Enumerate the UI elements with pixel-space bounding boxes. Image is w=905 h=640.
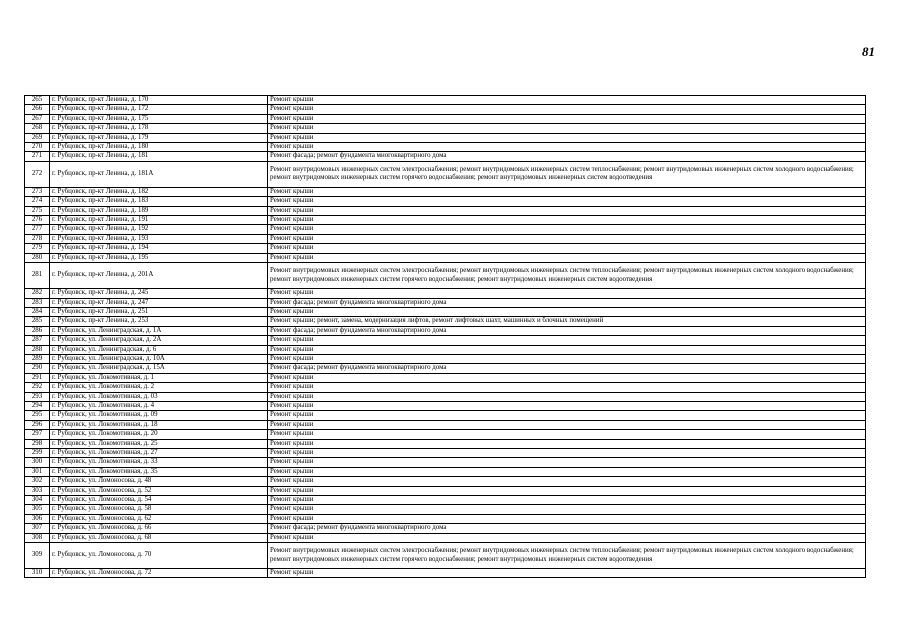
row-address: г. Рубцовск, пр-кт Ленина, д. 180 xyxy=(50,143,268,152)
table-row xyxy=(25,133,866,142)
row-number: 305 xyxy=(25,505,50,514)
table-row xyxy=(25,364,866,373)
row-works: Ремонт крыши xyxy=(268,373,866,382)
row-address: г. Рубцовск, пр-кт Ленина, д. 181А xyxy=(50,161,268,187)
row-address: г. Рубцовск, ул. Ломоносова, д. 68 xyxy=(50,533,268,542)
row-number: 276 xyxy=(25,216,50,225)
table-row xyxy=(25,373,866,382)
row-number: 272 xyxy=(25,161,50,187)
table-row xyxy=(25,354,866,363)
row-works: Ремонт крыши xyxy=(268,383,866,392)
table-row xyxy=(25,114,866,123)
row-address: г. Рубцовск, ул. Ломоносова, д. 48 xyxy=(50,477,268,486)
row-number: 293 xyxy=(25,392,50,401)
repair-program-table xyxy=(24,95,866,578)
row-address: г. Рубцовск, пр-кт Ленина, д. 192 xyxy=(50,225,268,234)
row-number: 281 xyxy=(25,263,50,289)
row-address: г. Рубцовск, ул. Ленинградская, д. 1А xyxy=(50,326,268,335)
row-number: 269 xyxy=(25,133,50,142)
row-works: Ремонт крыши; ремонт, замена, модернизация лифтов, ремонт лифтовых шахт, машинных и блочных помещений xyxy=(268,317,866,326)
table-row xyxy=(25,96,866,105)
row-address: г. Рубцовск, ул. Ленинградская, д. 2А xyxy=(50,336,268,345)
table-row xyxy=(25,298,866,307)
row-works: Ремонт крыши xyxy=(268,253,866,262)
row-works: Ремонт крыши xyxy=(268,96,866,105)
row-works: Ремонт крыши xyxy=(268,505,866,514)
table-row xyxy=(25,524,866,533)
row-address: г. Рубцовск, ул. Ломоносова, д. 62 xyxy=(50,514,268,523)
row-works: Ремонт крыши xyxy=(268,533,866,542)
table-row xyxy=(25,345,866,354)
table-body xyxy=(25,96,866,578)
row-works: Ремонт крыши xyxy=(268,439,866,448)
row-works: Ремонт крыши xyxy=(268,105,866,114)
row-number: 275 xyxy=(25,206,50,215)
table-row xyxy=(25,439,866,448)
row-number: 299 xyxy=(25,449,50,458)
row-address: г. Рубцовск, пр-кт Ленина, д. 247 xyxy=(50,298,268,307)
row-number: 270 xyxy=(25,143,50,152)
row-number: 274 xyxy=(25,197,50,206)
row-address: г. Рубцовск, ул. Локомотивная, д. 4 xyxy=(50,401,268,410)
table-row xyxy=(25,505,866,514)
row-number: 282 xyxy=(25,289,50,298)
table-row xyxy=(25,253,866,262)
table-row xyxy=(25,383,866,392)
table-row xyxy=(25,152,866,161)
row-works: Ремонт фасада; ремонт фундамента многоквартирного дома xyxy=(268,298,866,307)
page-number: 81 xyxy=(862,44,875,59)
row-address: г. Рубцовск, ул. Локомотивная, д. 09 xyxy=(50,411,268,420)
row-number: 268 xyxy=(25,124,50,133)
table-row xyxy=(25,543,866,569)
row-number: 266 xyxy=(25,105,50,114)
row-number: 298 xyxy=(25,439,50,448)
table-row xyxy=(25,307,866,316)
table-row xyxy=(25,124,866,133)
row-number: 287 xyxy=(25,336,50,345)
row-works: Ремонт внутридомовых инженерных систем электроснабжения; ремонт внутридомовых инженерных систем теплоснабжения; ремонт внутридомовых инженерных систем холодного водоснабжения; ремонт внутридомовых инженерных систем горячего водоснабжения; ремонт внутридомовых инженерных систем водоотведения xyxy=(268,543,866,569)
row-number: 277 xyxy=(25,225,50,234)
table-row xyxy=(25,449,866,458)
row-works: Ремонт крыши xyxy=(268,449,866,458)
row-address: г. Рубцовск, пр-кт Ленина, д. 193 xyxy=(50,234,268,243)
row-number: 300 xyxy=(25,458,50,467)
row-number: 295 xyxy=(25,411,50,420)
row-number: 265 xyxy=(25,96,50,105)
table-row xyxy=(25,326,866,335)
table-row xyxy=(25,477,866,486)
row-number: 307 xyxy=(25,524,50,533)
row-number: 296 xyxy=(25,420,50,429)
row-works: Ремонт крыши xyxy=(268,477,866,486)
row-address: г. Рубцовск, ул. Локомотивная, д. 2 xyxy=(50,383,268,392)
row-works: Ремонт крыши xyxy=(268,430,866,439)
row-number: 310 xyxy=(25,569,50,578)
row-works: Ремонт крыши xyxy=(268,514,866,523)
table-row xyxy=(25,206,866,215)
table-row xyxy=(25,420,866,429)
table-row xyxy=(25,458,866,467)
row-address: г. Рубцовск, пр-кт Ленина, д. 253 xyxy=(50,317,268,326)
row-works: Ремонт крыши xyxy=(268,133,866,142)
row-works: Ремонт крыши xyxy=(268,307,866,316)
row-works: Ремонт крыши xyxy=(268,411,866,420)
row-address: г. Рубцовск, пр-кт Ленина, д. 251 xyxy=(50,307,268,316)
row-address: г. Рубцовск, пр-кт Ленина, д. 245 xyxy=(50,289,268,298)
row-number: 291 xyxy=(25,373,50,382)
row-works: Ремонт крыши xyxy=(268,420,866,429)
table-row xyxy=(25,225,866,234)
row-address: г. Рубцовск, ул. Ломоносова, д. 58 xyxy=(50,505,268,514)
row-number: 302 xyxy=(25,477,50,486)
row-works: Ремонт крыши xyxy=(268,124,866,133)
row-works: Ремонт крыши xyxy=(268,392,866,401)
table-row xyxy=(25,244,866,253)
row-number: 267 xyxy=(25,114,50,123)
row-number: 288 xyxy=(25,345,50,354)
row-address: г. Рубцовск, пр-кт Ленина, д. 191 xyxy=(50,216,268,225)
table-row xyxy=(25,569,866,578)
row-address: г. Рубцовск, ул. Локомотивная, д. 33 xyxy=(50,458,268,467)
row-address: г. Рубцовск, ул. Локомотивная, д. 1 xyxy=(50,373,268,382)
row-address: г. Рубцовск, ул. Локомотивная, д. 20 xyxy=(50,430,268,439)
row-address: г. Рубцовск, пр-кт Ленина, д. 175 xyxy=(50,114,268,123)
table-row xyxy=(25,430,866,439)
table-row xyxy=(25,187,866,196)
table-row xyxy=(25,234,866,243)
row-works: Ремонт крыши xyxy=(268,187,866,196)
row-works: Ремонт внутридомовых инженерных систем электроснабжения; ремонт внутридомовых инженерных систем теплоснабжения; ремонт внутридомовых инженерных систем холодного водоснабжения; ремонт внутридомовых инженерных систем горячего водоснабжения; ремонт внутридомовых инженерных систем водоотведения xyxy=(268,161,866,187)
row-address: г. Рубцовск, ул. Локомотивная, д. 03 xyxy=(50,392,268,401)
row-number: 284 xyxy=(25,307,50,316)
table-row xyxy=(25,161,866,187)
row-number: 294 xyxy=(25,401,50,410)
row-number: 303 xyxy=(25,486,50,495)
row-number: 297 xyxy=(25,430,50,439)
row-number: 271 xyxy=(25,152,50,161)
row-works: Ремонт крыши xyxy=(268,216,866,225)
row-works: Ремонт крыши xyxy=(268,336,866,345)
row-works: Ремонт внутридомовых инженерных систем электроснабжения; ремонт внутридомовых инженерных систем теплоснабжения; ремонт внутридомовых инженерных систем холодного водоснабжения; ремонт внутридомовых инженерных систем горячего водоснабжения; ремонт внутридомовых инженерных систем водоотведения xyxy=(268,263,866,289)
row-works: Ремонт крыши xyxy=(268,234,866,243)
row-address: г. Рубцовск, ул. Ломоносова, д. 70 xyxy=(50,543,268,569)
row-works: Ремонт крыши xyxy=(268,354,866,363)
row-works: Ремонт крыши xyxy=(268,486,866,495)
row-number: 289 xyxy=(25,354,50,363)
table-row xyxy=(25,514,866,523)
row-works: Ремонт фасада; ремонт фундамента многоквартирного дома xyxy=(268,152,866,161)
row-number: 273 xyxy=(25,187,50,196)
row-number: 278 xyxy=(25,234,50,243)
row-number: 308 xyxy=(25,533,50,542)
row-number: 309 xyxy=(25,543,50,569)
table-row xyxy=(25,496,866,505)
table-row xyxy=(25,392,866,401)
row-number: 290 xyxy=(25,364,50,373)
row-address: г. Рубцовск, пр-кт Ленина, д. 195 xyxy=(50,253,268,262)
table-row xyxy=(25,533,866,542)
table-row xyxy=(25,317,866,326)
row-works: Ремонт крыши xyxy=(268,569,866,578)
row-works: Ремонт крыши xyxy=(268,401,866,410)
row-number: 280 xyxy=(25,253,50,262)
row-number: 286 xyxy=(25,326,50,335)
row-works: Ремонт фасада; ремонт фундамента многоквартирного дома xyxy=(268,364,866,373)
row-number: 301 xyxy=(25,467,50,476)
row-address: г. Рубцовск, ул. Ленинградская, д. 15А xyxy=(50,364,268,373)
row-works: Ремонт крыши xyxy=(268,114,866,123)
row-works: Ремонт крыши xyxy=(268,458,866,467)
row-works: Ремонт крыши xyxy=(268,143,866,152)
row-address: г. Рубцовск, ул. Локомотивная, д. 35 xyxy=(50,467,268,476)
table-row xyxy=(25,143,866,152)
row-address: г. Рубцовск, пр-кт Ленина, д. 181 xyxy=(50,152,268,161)
row-number: 306 xyxy=(25,514,50,523)
table-row xyxy=(25,263,866,289)
row-number: 285 xyxy=(25,317,50,326)
row-works: Ремонт крыши xyxy=(268,225,866,234)
table-row xyxy=(25,216,866,225)
table-row xyxy=(25,289,866,298)
row-works: Ремонт крыши xyxy=(268,467,866,476)
table-row xyxy=(25,401,866,410)
row-works: Ремонт крыши xyxy=(268,289,866,298)
row-works: Ремонт крыши xyxy=(268,206,866,215)
row-address: г. Рубцовск, пр-кт Ленина, д. 183 xyxy=(50,197,268,206)
row-works: Ремонт крыши xyxy=(268,496,866,505)
row-address: г. Рубцовск, ул. Ломоносова, д. 52 xyxy=(50,486,268,495)
row-address: г. Рубцовск, пр-кт Ленина, д. 170 xyxy=(50,96,268,105)
row-address: г. Рубцовск, ул. Локомотивная, д. 18 xyxy=(50,420,268,429)
row-address: г. Рубцовск, пр-кт Ленина, д. 194 xyxy=(50,244,268,253)
table-row xyxy=(25,411,866,420)
row-address: г. Рубцовск, ул. Локомотивная, д. 25 xyxy=(50,439,268,448)
row-address: г. Рубцовск, пр-кт Ленина, д. 172 xyxy=(50,105,268,114)
table-row xyxy=(25,105,866,114)
row-number: 292 xyxy=(25,383,50,392)
row-address: г. Рубцовск, пр-кт Ленина, д. 179 xyxy=(50,133,268,142)
table-row xyxy=(25,486,866,495)
row-number: 283 xyxy=(25,298,50,307)
row-address: г. Рубцовск, ул. Локомотивная, д. 27 xyxy=(50,449,268,458)
row-address: г. Рубцовск, пр-кт Ленина, д. 189 xyxy=(50,206,268,215)
table-row xyxy=(25,197,866,206)
row-address: г. Рубцовск, пр-кт Ленина, д. 178 xyxy=(50,124,268,133)
table-row xyxy=(25,336,866,345)
row-works: Ремонт крыши xyxy=(268,197,866,206)
row-address: г. Рубцовск, пр-кт Ленина, д. 182 xyxy=(50,187,268,196)
row-address: г. Рубцовск, ул. Ломоносова, д. 54 xyxy=(50,496,268,505)
row-works: Ремонт фасада; ремонт фундамента многоквартирного дома xyxy=(268,326,866,335)
row-address: г. Рубцовск, ул. Ломоносова, д. 72 xyxy=(50,569,268,578)
row-address: г. Рубцовск, ул. Ленинградская, д. 10А xyxy=(50,354,268,363)
row-address: г. Рубцовск, ул. Ломоносова, д. 66 xyxy=(50,524,268,533)
row-address: г. Рубцовск, ул. Ленинградская, д. 6 xyxy=(50,345,268,354)
row-works: Ремонт крыши xyxy=(268,244,866,253)
row-address: г. Рубцовск, пр-кт Ленина, д. 201А xyxy=(50,263,268,289)
row-number: 304 xyxy=(25,496,50,505)
row-works: Ремонт крыши xyxy=(268,345,866,354)
table-row xyxy=(25,467,866,476)
row-number: 279 xyxy=(25,244,50,253)
row-works: Ремонт фасада; ремонт фундамента многоквартирного дома xyxy=(268,524,866,533)
